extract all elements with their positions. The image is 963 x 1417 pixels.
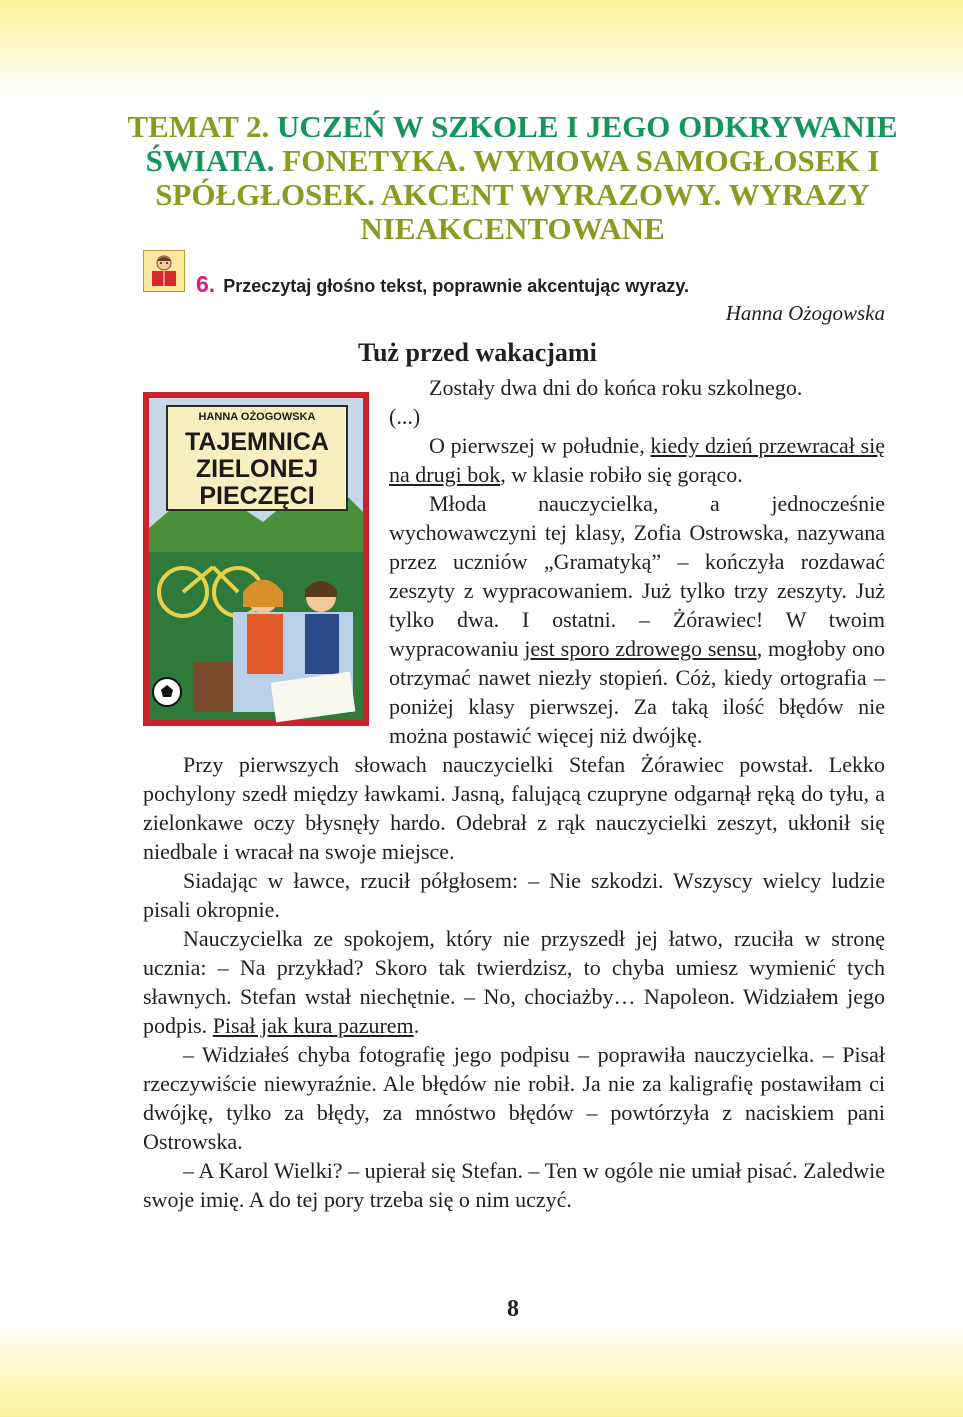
underlined-phrase: jest sporo zdrowego sensu: [524, 636, 757, 661]
paragraph: Zostały dwa dni do końca roku szkolnego.: [429, 375, 803, 400]
bottom-color-band: [0, 1322, 963, 1417]
cover-title-line3: PIECZĘCI: [199, 482, 315, 510]
page-number: 8: [507, 1296, 519, 1322]
cover-wrap-space: [143, 373, 389, 727]
underlined-phrase: Pisał jak kura pazurem: [212, 1013, 414, 1038]
paragraph: – A Karol Wielki? – upierał się Stefan. – Ten w ogóle nie umiał pisać. Zaledwie swoje imię. A do tej pory trzeba się o nim uczyć.: [143, 1158, 885, 1212]
story-title: Tuż przed wakacjami: [358, 338, 597, 367]
story-text: [143, 373, 885, 1214]
paragraph: – Widziałeś chyba fotografię jego podpisu – poprawiła nauczycielka. – Pisał rzeczywiście niewyraźnie. Ale błędów nie robił. Ja nie za kaligrafię postawiłam ci dwójkę, tylko za błędy, za mnóstwo błędów – powtórzyła z naciskiem pani Ostrowska.: [143, 1042, 885, 1154]
paragraph: O pierwszej w południe, kiedy dzień przewracał się na drugi bok, w klasie robiło się gorąco.: [389, 433, 885, 487]
cover-author: HANNA OŻOGOWSKA: [198, 411, 316, 423]
paragraph: Młoda nauczycielka, a jednocześnie wychowawczyni tej klasy, Zofia Ostrowska, nazywana przez uczniów „Gramatyką” – kończyła rozdawać zeszyty z wypracowaniem. Już tylko trzy zeszyty. Już tylko dwa. I ostatni. – Żórawiec! W twoim wypracowaniu jest sporo zdrowego sensu, mogłoby ono otrzymać nawet niezły stopień. Cóż, kiedy ortografia – poniżej klasy pierwszej. Za taką ilość błędów nie można postawić więcej niż dwójkę.: [389, 491, 885, 748]
paragraph: Siadając w ławce, rzucił półgłosem: – Nie szkodzi. Wszyscy wielcy ludzie pisali okropnie.: [143, 868, 885, 922]
paragraph: Nauczycielka ze spokojem, który nie przyszedł jej łatwo, rzuciła w stronę ucznia: – Na przykład? Skoro tak twierdzisz, to chyba umiesz wymienić tych sławnych. Stefan wstał niechętnie. – No, chociażby… Napoleon. Widziałem jego podpis. Pisał jak kura pazurem.: [143, 926, 885, 1038]
exercise-instruction: [196, 270, 896, 300]
cover-title-line1: TAJEMNICA: [185, 428, 329, 456]
exercise-text: Przeczytaj głośno tekst, poprawnie akcentując wyrazy.: [223, 276, 690, 296]
top-color-band: [0, 0, 963, 95]
topic-subtitle: FONETYKA. WYMOWA SAMOGŁOSEK I SPÓŁGŁOSEK. AKCENT WYRAZOWY. WYRAZY NIEAKCENTOWANE: [155, 143, 880, 246]
cover-title-line2: ZIELONEJ: [195, 455, 319, 483]
exercise-number: 6.: [196, 271, 216, 297]
underlined-phrase: kiedy dzień przewracał się na drugi bok: [389, 433, 885, 487]
topic-heading: [120, 110, 905, 246]
omission-mark: (...): [389, 404, 421, 429]
topic-title: UCZEŃ W SZKOLE I JEGO ODKRYWANIE ŚWIATA.: [145, 109, 898, 178]
author-name: Hanna Ożogowska: [725, 301, 885, 325]
paragraph: Przy pierwszych słowach nauczycielki Stefan Żórawiec powstał. Lekko pochylony szedł między ławkami. Jasną, falującą czupryne odgarnął ręką do tyłu, a zielonkawe oczy błysnęły hardo. Odebrał z rąk nauczycielki zeszyt, ukłonił się niedbale i wracał na swoje miejsce.: [143, 752, 885, 864]
topic-number: TEMAT 2.: [127, 109, 278, 144]
reading-child-icon: [143, 250, 185, 292]
